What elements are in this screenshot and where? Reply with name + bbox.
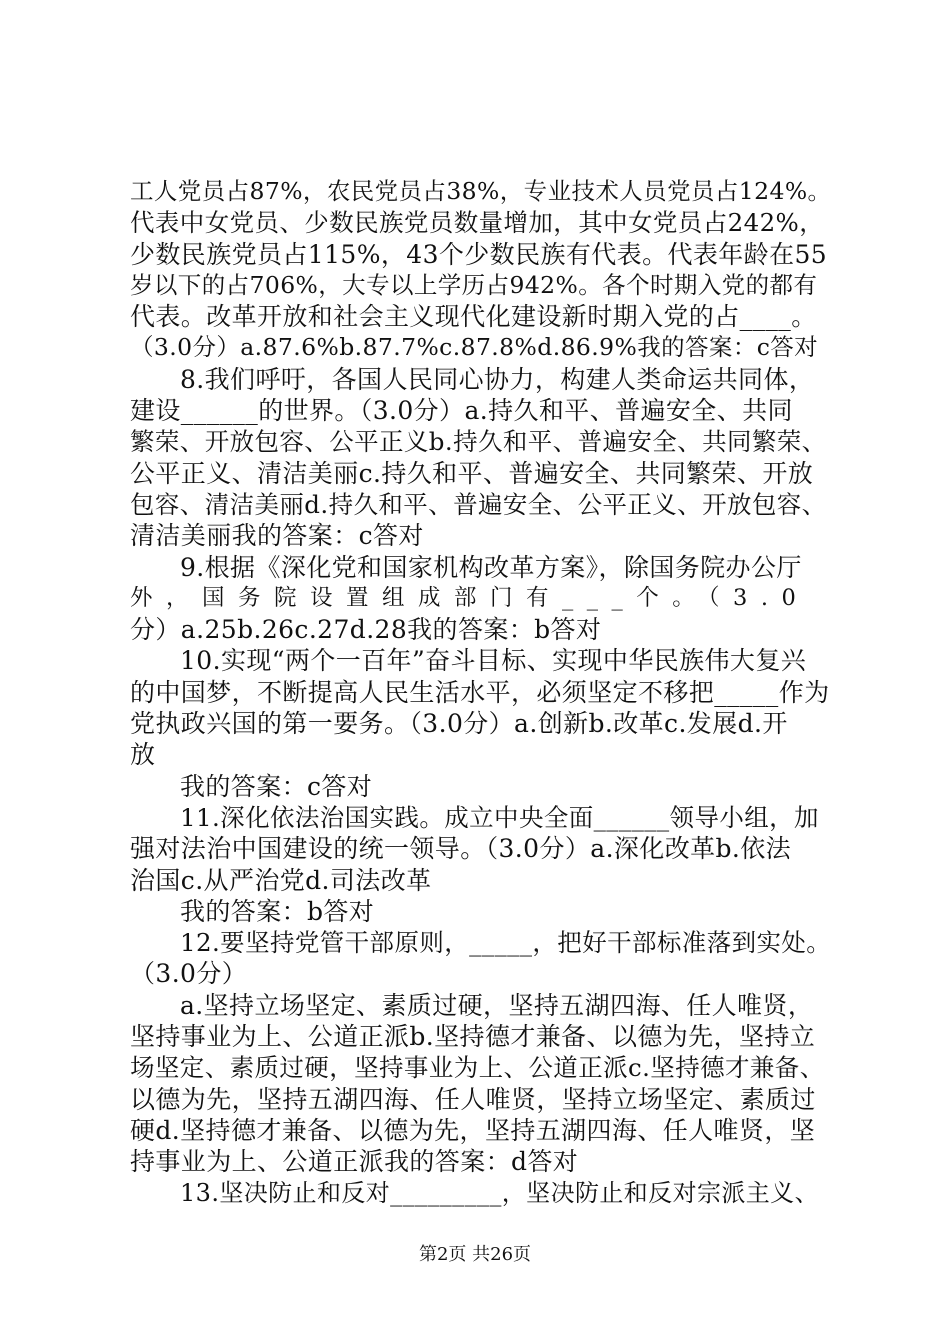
question-11-start: 11.深化依法治国实践。成立中央全面______领导小组，加 <box>180 802 819 832</box>
question-13-start: 13.坚决防止和反对_________，坚决防止和反对宗派主义、 <box>180 1178 819 1207</box>
option-line: a.坚持立场坚定、素质过硬，坚持五湖四海、任人唯贤， <box>180 990 814 1020</box>
text-line: 的中国梦，不断提高人民生活水平，必须坚定不移把_____作为 <box>130 677 830 707</box>
text-line: 硬d.坚持德才兼备、以德为先，坚持五湖四海、任人唯贤，坚 <box>130 1115 816 1145</box>
text-line: （3.0分） <box>130 959 248 989</box>
question-12-start: 12.要坚持党管干部原则，_____，把好干部标准落到实处。 <box>180 928 832 958</box>
text-line: 治国c.从严治党d.司法改革 <box>130 865 432 895</box>
text-line: 代表中女党员、少数民族党员数量增加，其中女党员占242%， <box>130 208 825 238</box>
text-line: 繁荣、开放包容、公平正义b.持久和平、普遍安全、共同繁荣、 <box>130 427 827 457</box>
text-line: （3.0分）a.87.6%b.87.7%c.87.8%d.86.9%我的答案：c答对 <box>130 333 819 362</box>
text-line: 清洁美丽我的答案：c答对 <box>130 521 424 551</box>
question-10-start: 10.实现“两个一百年”奋斗目标、实现中华民族伟大复兴 <box>180 646 807 676</box>
text-line: 少数民族党员占115%，43个少数民族有代表。代表年龄在55 <box>130 239 828 269</box>
text-line: 坚持事业为上、公道正派b.坚持德才兼备、以德为先，坚持立 <box>130 1022 816 1052</box>
question-8-start: 8.我们呼吁，各国人民同心协力，构建人类命运共同体， <box>180 364 815 394</box>
text-line: 公平正义、清洁美丽c.持久和平、普遍安全、共同繁荣、开放 <box>130 458 814 488</box>
answer-line: 我的答案：b答对 <box>180 896 375 926</box>
text-line: 持事业为上、公道正派我的答案：d答对 <box>130 1147 579 1177</box>
text-line: 岁以下的占706%，大专以上学历占942%。各个时期入党的都有 <box>130 270 818 299</box>
text-line: 工人党员占87%，农民党员占38%，专业技术人员党员占124%。 <box>130 177 832 205</box>
text-line: 场坚定、素质过硬，坚持事业为上、公道正派c.坚持德才兼备、 <box>130 1053 825 1083</box>
text-line: 建设______的世界。（3.0分）a.持久和平、普遍安全、共同 <box>130 396 793 426</box>
question-9-start: 9.根据《深化党和国家机构改革方案》，除国务院办公厅 <box>180 552 802 582</box>
text-line: 代表。改革开放和社会主义现代化建设新时期入党的占____。 <box>130 302 817 332</box>
text-line: 党执政兴国的第一要务。（3.0分）a.创新b.改革c.发展d.开 <box>130 709 788 739</box>
answer-line: 我的答案：c答对 <box>180 771 373 801</box>
page-number-footer: 第2页 共26页 <box>418 1244 532 1265</box>
text-line: 放 <box>130 740 156 770</box>
text-line: 强对法治中国建设的统一领导。（3.0分）a.深化改革b.依法 <box>130 834 792 864</box>
text-line: 包容、清洁美丽d.持久和平、普遍安全、公平正义、开放包容、 <box>130 489 827 519</box>
text-line-justified: 外，国务院设置组成部门有___个。（3.0 <box>130 584 810 611</box>
document-body <box>130 176 830 1209</box>
text-line: 以德为先，坚持五湖四海、任人唯贤，坚持立场坚定、素质过 <box>130 1084 816 1114</box>
text-line: 分）a.25b.26c.27d.28我的答案：b答对 <box>130 615 602 645</box>
